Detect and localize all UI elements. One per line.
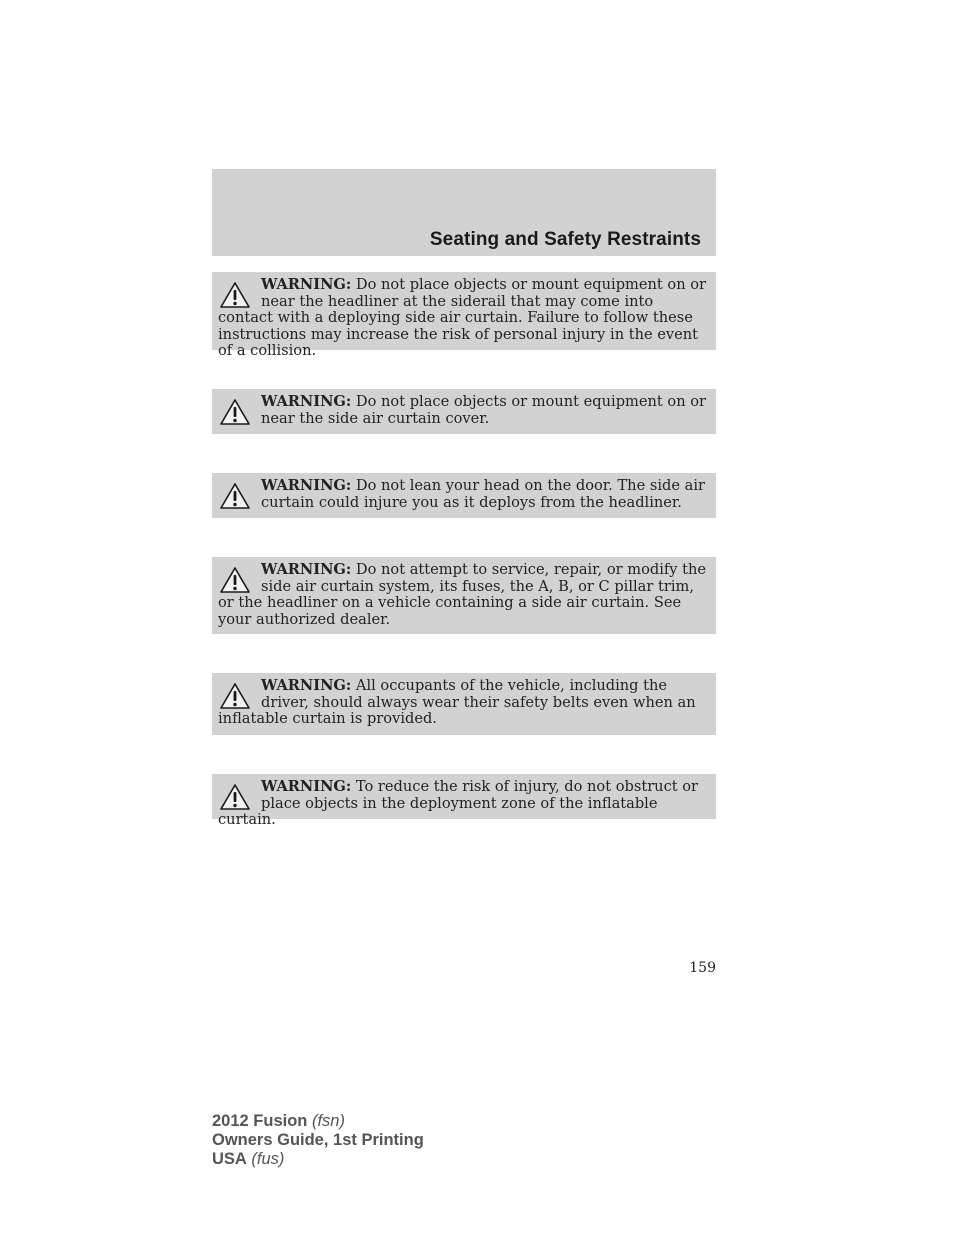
warning-text (218, 478, 710, 511)
warning-label: WARNING: (261, 276, 352, 293)
warning-text (218, 779, 710, 829)
warning-label: WARNING: (261, 677, 352, 694)
footer-line-market (212, 1150, 424, 1169)
warning-text (218, 394, 710, 427)
footer-line-model (212, 1112, 424, 1131)
warning-box (212, 673, 716, 735)
warning-box (212, 473, 716, 518)
warning-body: Do not attempt to service, repair, or modify the side air curtain system, its fuses, the A, B, or C pillar trim, or the headliner on a vehicle containing a side air curtain. See your authorized dealer. (218, 561, 707, 628)
footer-model: 2012 Fusion (212, 1112, 308, 1130)
warning-box (212, 272, 716, 359)
warning-label: WARNING: (261, 393, 352, 410)
warning-triangle-icon (219, 682, 251, 710)
warning-label: WARNING: (261, 778, 352, 795)
warning-label: WARNING: (261, 561, 352, 578)
section-header-band (212, 169, 716, 256)
warning-body: Do not place objects or mount equipment on or near the headliner at the siderail that may come into contact with a deploying side air curtain. Failure to follow these instructions may increase the risk of personal injury in the event of a collision. (218, 276, 707, 359)
footer-model-code: (fsn) (307, 1112, 345, 1130)
footer-market-code: (fus) (246, 1150, 285, 1168)
warning-box (212, 557, 716, 634)
footer-market: USA (212, 1150, 247, 1168)
warning-triangle-icon (219, 566, 251, 594)
warning-body: Do not lean your head on the door. The side air curtain could injure you as it deploys from the headliner. (261, 477, 705, 511)
footer-guide: Owners Guide, 1st Printing (212, 1131, 424, 1149)
warning-box (212, 774, 716, 828)
warning-triangle-icon (219, 783, 251, 811)
footer-imprint (212, 1112, 424, 1169)
warning-triangle-icon (219, 482, 251, 510)
warning-box (212, 389, 716, 434)
warning-body: Do not place objects or mount equipment on or near the side air curtain cover. (261, 393, 707, 427)
warning-label: WARNING: (261, 477, 352, 494)
section-title: Seating and Safety Restraints (429, 229, 701, 250)
warning-text (218, 277, 710, 360)
warning-body: To reduce the risk of injury, do not obstruct or place objects in the deployment zone of the inflatable curtain. (218, 778, 699, 828)
footer-line-guide (212, 1131, 424, 1150)
warning-triangle-icon (219, 281, 251, 309)
warning-text (218, 562, 710, 628)
page-number: 159 (689, 960, 716, 976)
warning-body: All occupants of the vehicle, including the driver, should always wear their safety belts even when an inflatable curtain is provided. (218, 677, 696, 727)
warning-triangle-icon (219, 398, 251, 426)
warning-text (218, 678, 710, 728)
